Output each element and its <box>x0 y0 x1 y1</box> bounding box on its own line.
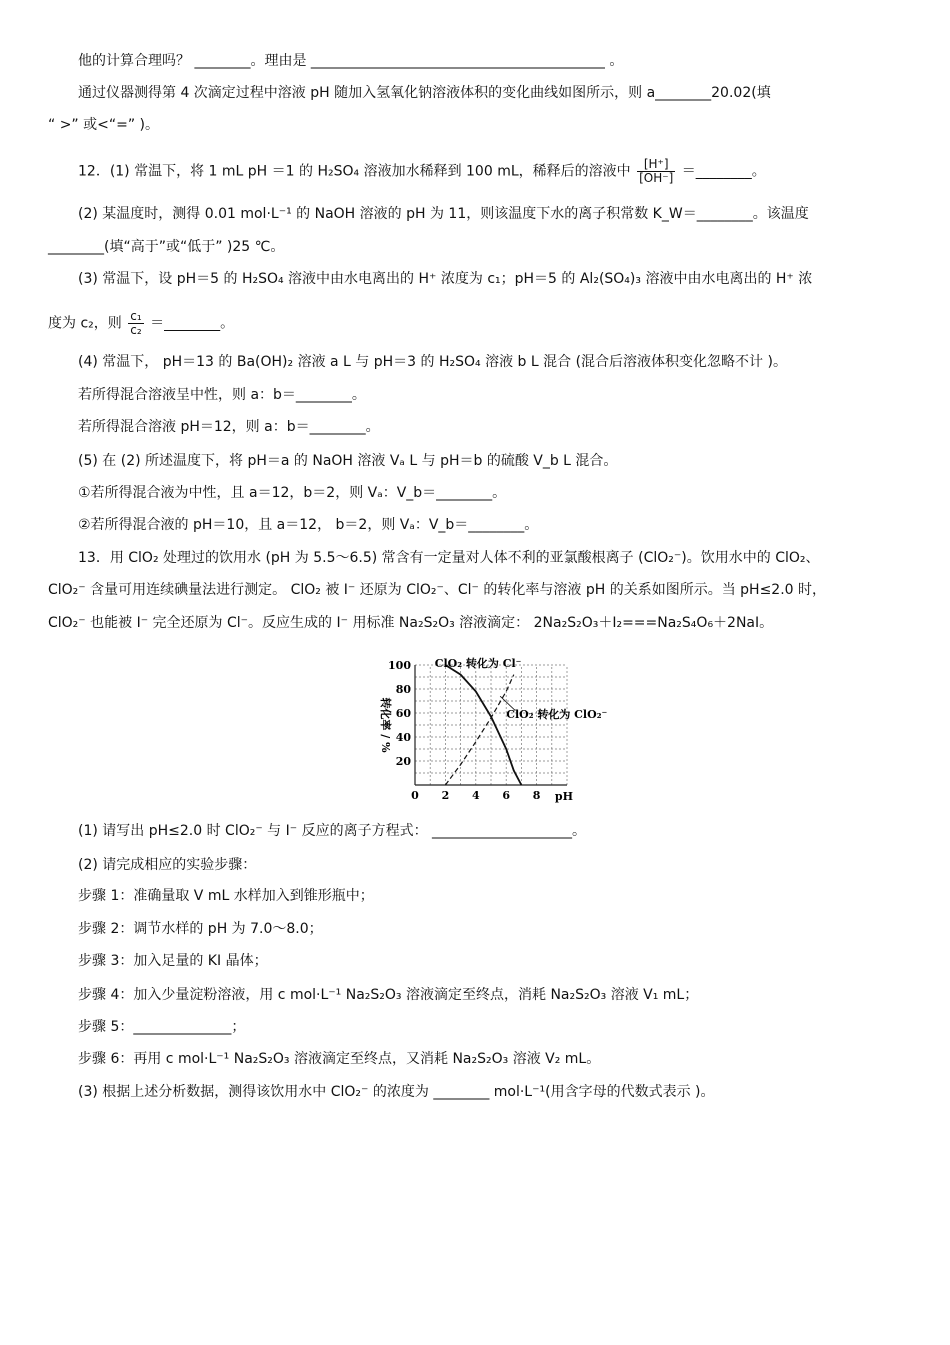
x-tick-label: 2 <box>441 789 450 802</box>
text-line-l10: 若所得混合溶液呈中性，则 a：b＝________。 <box>78 387 366 403</box>
text-line-l9: (4) 常温下， pH＝13 的 Ba(OH)₂ 溶液 a L 与 pH＝3 的 H₂SO₄ 溶液 b L 混合 (混合后溶液体积变化忽略不计 )。 <box>78 354 787 370</box>
q12-line <box>78 158 766 185</box>
chart-grid <box>415 665 567 785</box>
text-line-l14: ②若所得混合液的 pH＝10，且 a＝12， b＝2，则 Vₐ：V_b＝________。 <box>78 517 539 533</box>
text-line-l24: 步骤 5：______________； <box>78 1019 246 1035</box>
text-line-l13: ①若所得混合液为中性，且 a＝12，b＝2，则 Vₐ：V_b＝________。 <box>78 485 507 501</box>
fraction-numerator: c₁ <box>130 309 142 323</box>
text-line-l16: ClO₂⁻ 含量可用连续碘量法进行测定。 ClO₂ 被 I⁻ 还原为 ClO₂⁻、Cl⁻ 的转化率与溶液 pH 的关系如图所示。当 pH≤2.0 时， <box>48 582 827 598</box>
text-line-l5: (2) 某温度时，测得 0.01 mol·L⁻¹ 的 NaOH 溶液的 pH 为 11，则该温度下水的离子积常数 K_W＝________。该温度 <box>78 206 809 222</box>
text-line-l18: (1) 请写出 pH≤2.0 时 ClO₂⁻ 与 I⁻ 反应的离子方程式： ____________________。 <box>78 823 587 839</box>
q12-text: 12．(1) 常温下，将 1 mL pH ＝1 的 H₂SO₄ 溶液加水稀释到 100 mL，稀释后的溶液中 <box>78 163 631 180</box>
y-tick-label: 60 <box>395 707 411 720</box>
text-line-l20: 步骤 1：准确量取 V mL 水样加入到锥形瓶中； <box>78 888 374 904</box>
text-line-l12: (5) 在 (2) 所述温度下，将 pH＝a 的 NaOH 溶液 Vₐ L 与 pH＝b 的硫酸 V_b L 混合。 <box>78 453 618 469</box>
y-axis-label: 转化率 / % <box>379 697 392 753</box>
text-line-l22: 步骤 3：加入足量的 KI 晶体； <box>78 953 268 969</box>
x-tick-label: 4 <box>471 789 480 802</box>
y-tick-label: 40 <box>395 731 411 744</box>
fraction-numerator: [H⁺] <box>637 158 675 172</box>
text-line-l23: 步骤 4：加入少量淀粉溶液，用 c mol·L⁻¹ Na₂S₂O₃ 溶液滴定至终点，消耗 Na₂S₂O₃ 溶液 V₁ mL； <box>78 987 699 1003</box>
text-line-l25: 步骤 6：再用 c mol·L⁻¹ Na₂S₂O₃ 溶液滴定至终点，又消耗 Na₂S₂O₃ 溶液 V₂ mL。 <box>78 1051 601 1067</box>
chart-labels <box>379 656 608 803</box>
x-axis-label: pH <box>554 790 574 803</box>
x-tick-label: 0 <box>411 789 419 802</box>
text-line-l11: 若所得混合溶液 pH＝12，则 a：b＝________。 <box>78 419 380 435</box>
y-tick-label: 80 <box>395 683 411 696</box>
annotation-clo2-to-clo2-minus: ClO₂ 转化为 ClO₂⁻ <box>506 707 608 721</box>
text-line-l7: (3) 常温下，设 pH＝5 的 H₂SO₄ 溶液中由水电离出的 H⁺ 浓度为 c₁；pH＝5 的 Al₂(SO₄)₃ 溶液中由水电离出的 H⁺ 浓 <box>78 271 813 287</box>
text-line-l6: ________(填“高于”或“低于” )25 ℃。 <box>48 239 285 255</box>
x-tick-label: 6 <box>502 789 511 802</box>
q12-answer-blank: ＝________。 <box>681 163 766 180</box>
fraction-denominator: [OH⁻] <box>639 171 674 185</box>
ratio-text: 度为 c₂，则 <box>48 315 122 332</box>
text-line-l26: (3) 根据上述分析数据，测得该饮用水中 ClO₂⁻ 的浓度为 ________ mol·L⁻¹(用含字母的代数式表示 )。 <box>78 1084 715 1100</box>
fraction-denominator: c₂ <box>130 323 142 337</box>
text-line-l1: 他的计算合理吗？ ________。理由是 __________________________________________ 。 <box>78 53 624 69</box>
text-line-l3: “ >” 或<“=” )。 <box>48 117 160 133</box>
y-tick-label: 100 <box>388 659 411 672</box>
q12-ratio-line <box>48 310 234 337</box>
text-line-l17: ClO₂⁻ 也能被 I⁻ 完全还原为 Cl⁻。反应生成的 I⁻ 用标准 Na₂S₂O₃ 溶液滴定： 2Na₂S₂O₃＋I₂===Na₂S₄O₆＋2NaI。 <box>48 615 774 631</box>
conversion-rate-chart <box>370 648 610 808</box>
ratio-answer-blank: ＝________。 <box>150 315 235 332</box>
text-line-l19: (2) 请完成相应的实验步骤： <box>78 857 257 873</box>
y-tick-label: 20 <box>395 755 411 768</box>
h-oh-fraction <box>637 158 675 185</box>
c1-c2-fraction <box>128 310 143 337</box>
x-tick-label: 8 <box>532 789 541 802</box>
text-line-l15: 13．用 ClO₂ 处理过的饮用水 (pH 为 5.5～6.5) 常含有一定量对人体不利的亚氯酸根离子 (ClO₂⁻)。饮用水中的 ClO₂、 <box>78 550 820 566</box>
series-line-1 <box>445 675 513 785</box>
text-line-l2: 通过仪器测得第 4 次滴定过程中溶液 pH 随加入氢氧化钠溶液体积的变化曲线如图所示，则 a________20.02(填 <box>78 85 771 101</box>
annotation-clo2-to-cl: ClO₂ 转化为 Cl⁻ <box>434 657 522 670</box>
text-line-l21: 步骤 2：调节水样的 pH 为 7.0～8.0； <box>78 921 323 937</box>
